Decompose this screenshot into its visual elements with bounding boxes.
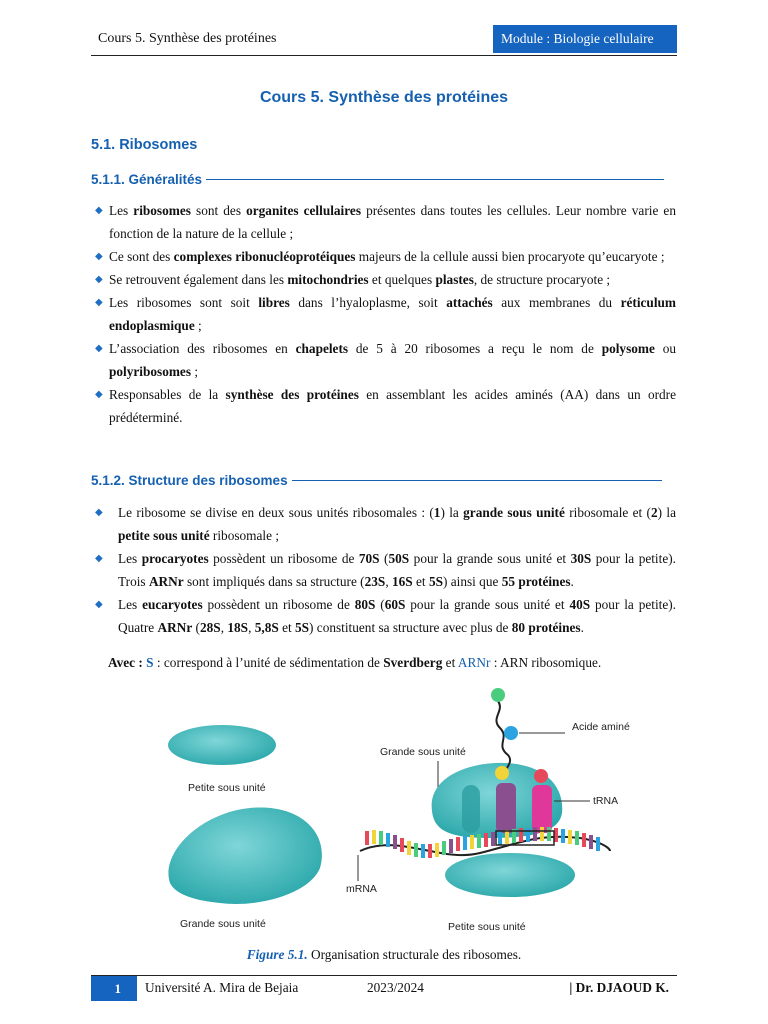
label-trna: tRNA — [593, 795, 619, 807]
bullet-item — [91, 547, 676, 593]
label-petite-right: Petite sous unité — [448, 921, 526, 933]
generalites-list — [91, 199, 676, 429]
section-heading-5-1-2 — [91, 473, 662, 488]
bullet-text: Se retrouvent également dans les mitochondries et quelques plastes, de structure procaryote ; — [109, 272, 611, 287]
bullet-item — [91, 383, 676, 429]
figure-caption — [0, 947, 768, 963]
bullet-text: Les eucaryotes possèdent un ribosome de 80S (60S pour la grande sous unité et 40S pour la petite). Quatre ARNr (28S, 18S, 5,8S et 5S) constituent sa structure avec plus de 80 protéines. — [118, 597, 676, 635]
ribosome-figure — [160, 683, 630, 943]
amino-acid-green — [491, 688, 505, 702]
bullet-item — [91, 199, 676, 245]
large-subunit-shape — [168, 807, 321, 904]
label-grande-left: Grande sous unité — [180, 918, 266, 930]
bullet-text: Les ribosomes sont soit libres dans l’hyaloplasme, soit attachés aux membranes du réticulum endoplasmique ; — [109, 295, 676, 333]
diamond-bullet-icon: ◆ — [95, 343, 103, 354]
footer-university: Université A. Mira de Bejaia — [145, 980, 299, 995]
section-heading-5-1-1-text: 5.1.1. Généralités — [91, 172, 203, 187]
bullet-text: Le ribosome se divise en deux sous unités ribosomales : (1) la grande sous unité ribosomale et (2) la petite sous unité ribosomale ; — [118, 505, 676, 543]
structure-list — [91, 501, 676, 639]
diamond-bullet-icon: ◆ — [95, 553, 103, 564]
small-subunit-shape — [168, 725, 276, 765]
diamond-bullet-icon: ◆ — [95, 389, 103, 400]
diamond-bullet-icon: ◆ — [95, 205, 103, 216]
label-grande-right: Grande sous unité — [380, 746, 466, 758]
diamond-bullet-icon: ◆ — [95, 507, 103, 518]
figure-label: Figure 5.1. — [246, 947, 308, 962]
ribosome-small-shape — [445, 853, 575, 897]
page-footer — [91, 975, 677, 1001]
amino-acid-blue — [504, 726, 518, 740]
header-course: Cours 5. Synthèse des protéines — [98, 31, 277, 46]
bullet-text: L’association des ribosomes en chapelets de 5 à 20 ribosomes a reçu le nom de polysome ou polyribosomes ; — [109, 341, 677, 379]
bullet-item — [91, 291, 676, 337]
avec-note — [108, 655, 601, 671]
footer-author: | Dr. DJAOUD K. — [569, 980, 669, 995]
page-header — [91, 25, 677, 56]
section-heading-5-1-2-text: 5.1.2. Structure des ribosomes — [91, 473, 288, 488]
bullet-item — [91, 501, 676, 547]
header-module: Module : Biologie cellulaire — [493, 25, 677, 53]
s-term: S — [146, 655, 154, 670]
et-word: et — [445, 655, 456, 670]
sverdberg-term: Sverdberg — [383, 655, 443, 670]
bullet-text: Ce sont des complexes ribonucléoprotéiques majeurs de la cellule aussi bien procaryote qu’eucaryote ; — [109, 249, 665, 264]
bullet-item — [91, 593, 676, 639]
section-heading-5-1-1 — [91, 172, 664, 187]
diamond-bullet-icon: ◆ — [95, 251, 103, 262]
heading-rule — [206, 179, 664, 180]
arnr-term: ARNr — [457, 655, 491, 670]
section-heading-5-1: 5.1. Ribosomes — [91, 137, 198, 153]
avec-label: Avec : — [108, 655, 143, 670]
bullet-item — [91, 268, 676, 291]
document-title: Cours 5. Synthèse des protéines — [259, 89, 509, 106]
label-mrna: mRNA — [346, 883, 377, 895]
figure-caption-text: Organisation structurale des ribosomes. — [311, 947, 522, 962]
page-number: 1 — [91, 976, 137, 1001]
diamond-bullet-icon: ◆ — [95, 297, 103, 308]
amino-acid-red — [534, 769, 548, 783]
diamond-bullet-icon: ◆ — [95, 599, 103, 610]
bullet-text: Responsables de la synthèse des protéines en assemblant les acides aminés (AA) dans un ordre prédéterminé. — [109, 387, 677, 425]
diamond-bullet-icon: ◆ — [95, 274, 103, 285]
s-definition: : correspond à l’unité de sédimentation de — [156, 655, 380, 670]
label-petite-left: Petite sous unité — [188, 782, 266, 794]
bullet-item — [91, 337, 676, 383]
footer-year: 2023/2024 — [367, 980, 424, 995]
bullet-text: Les ribosomes sont des organites cellulaires présentes dans toutes les cellules. Leur nombre varie en fonction de la nature de la cellule ; — [109, 203, 676, 241]
arnr-definition: : ARN ribosomique. — [493, 655, 602, 670]
heading-rule — [292, 480, 662, 481]
amino-acid-yellow — [495, 766, 509, 780]
bullet-text: Les procaryotes possèdent un ribosome de 70S (50S pour la grande sous unité et 30S pour la petite). Trois ARNr sont impliqués dans sa structure (23S, 16S et 5S) ainsi que 55 protéines. — [118, 551, 676, 589]
label-acide-amine: Acide aminé — [572, 721, 630, 733]
bullet-item — [91, 245, 676, 268]
